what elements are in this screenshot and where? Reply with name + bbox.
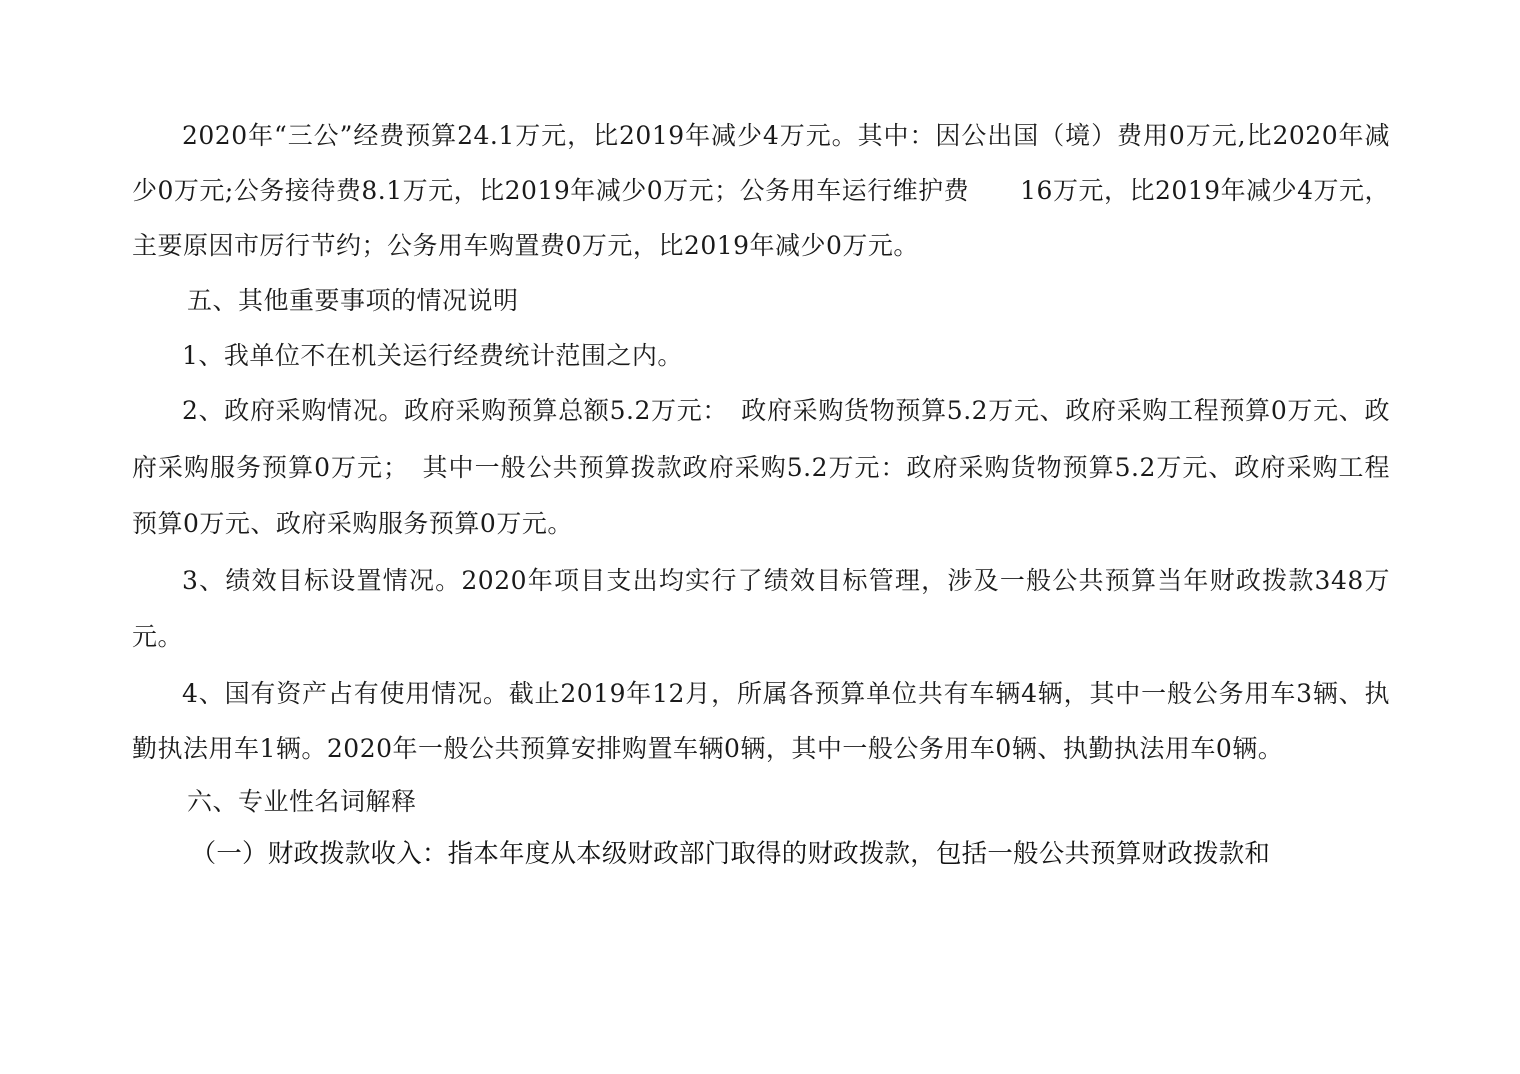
paragraph-government-procurement: 2、政府采购情况。政府采购预算总额5.2万元： 政府采购货物预算5.2万元、政府采购工程预算0万元、政府采购服务预算0万元； 其中一般公共预算拨款政府采购5.2万元：政府采购货物预算5.2万元、政府采购工程预算0万元、政府采购服务预算0万元。: [132, 396, 1390, 538]
paragraph-state-assets: 4、国有资产占有使用情况。截止2019年12月，所属各预算单位共有车辆4辆，其中一般公务用车3辆、执勤执法用车1辆。2020年一般公共预算安排购置车辆0辆，其中一般公务用车0辆、执勤执法用车0辆。: [132, 678, 1390, 763]
section-heading-other-matters: 五、其他重要事项的情况说明: [187, 286, 519, 315]
paragraph-performance-targets: 3、绩效目标设置情况。2020年项目支出均实行了绩效目标管理，涉及一般公共预算当年财政拨款348万元。: [132, 565, 1390, 651]
document-body: [132, 108, 1390, 880]
section-heading-terminology: 六、专业性名词解释: [187, 786, 417, 816]
paragraph-operating-funds: 1、我单位不在机关运行经费统计范围之内。: [182, 341, 683, 370]
paragraph-three-public-expenses: 2020年“三公”经费预算24.1万元，比2019年减少4万元。其中：因公出国（境）费用0万元,比2020年减少0万元;公务接待费8.1万元，比2019年减少0万元；公务用车运行维护费 16万元，比2019年减少4万元，主要原因市厉行节约；公务用车购置费0万元，比2019年减少0万元。: [132, 121, 1390, 260]
paragraph-fiscal-appropriation-income: （一）财政拨款收入：指本年度从本级财政部门取得的财政拨款，包括一般公共预算财政拨款和: [190, 838, 1271, 869]
